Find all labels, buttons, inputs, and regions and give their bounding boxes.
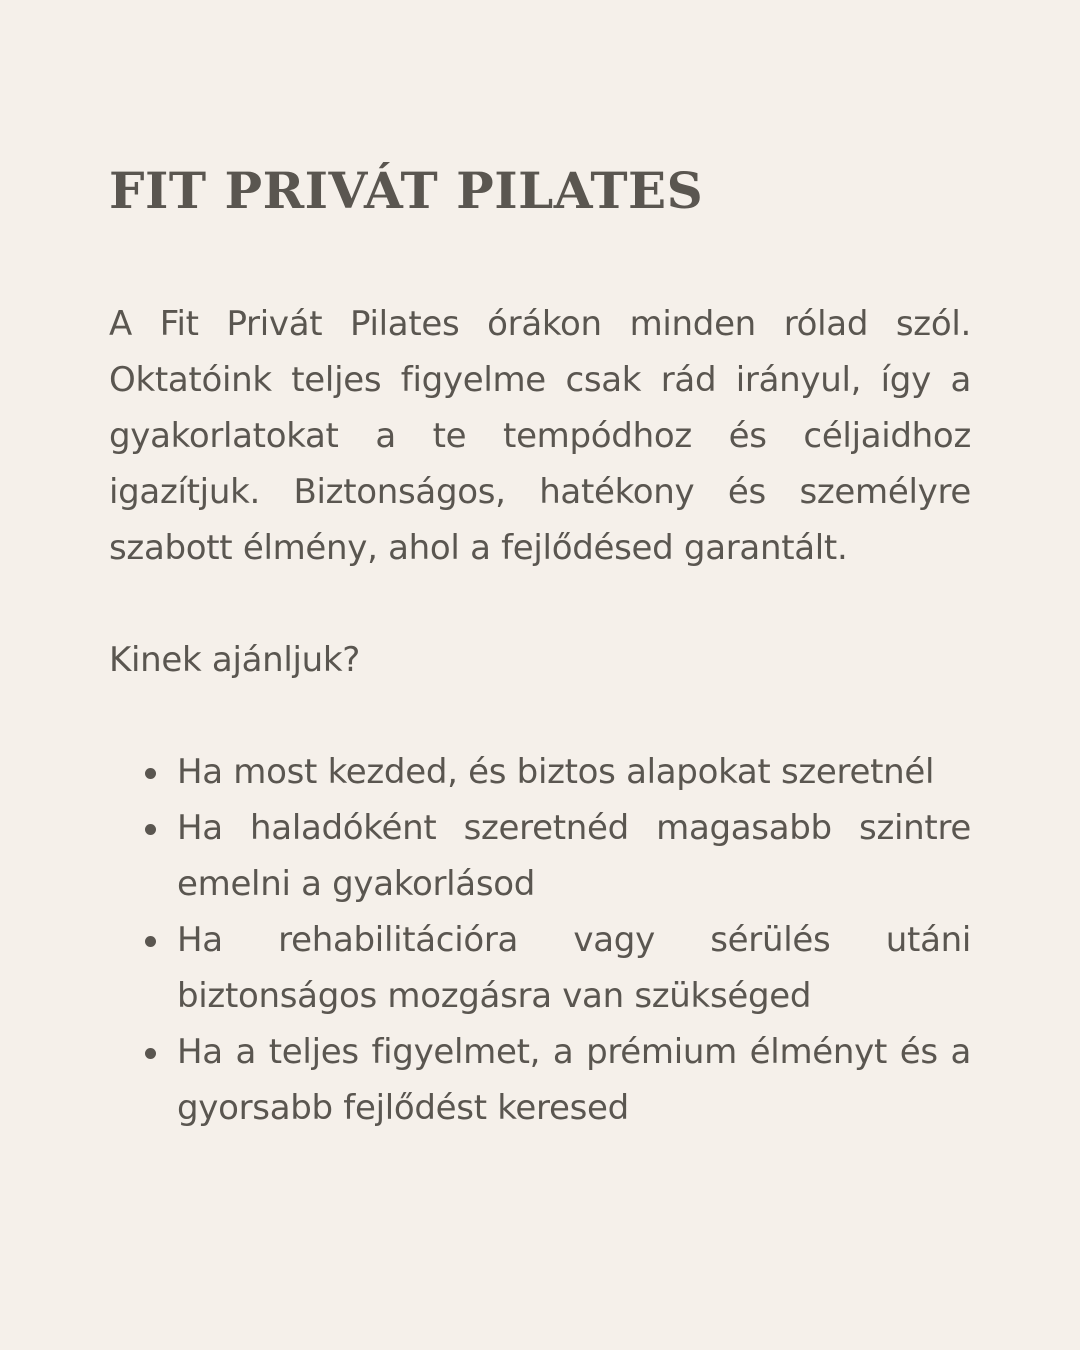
list-item	[177, 800, 971, 912]
list-item-text: Ha a teljes figyelmet, a prémium élményt és a gyorsabb fejlődést keresed	[177, 1032, 971, 1128]
bullet-dot-icon	[145, 936, 156, 947]
recommendation-heading: Kinek ajánljuk?	[109, 640, 361, 680]
intro-paragraph: A Fit Privát Pilates órákon minden rólad szól. Oktatóink teljes figyelme csak rád irányul, így a gyakorlatokat a te tempódhoz és céljaidhoz igazítjuk. Biztonságos, hatékony és személyre szabott élmény, ahol a fejlődésed garantált.	[109, 304, 971, 568]
page-title: FIT PRIVÁT PILATES	[109, 161, 704, 220]
bullet-dot-icon	[145, 768, 156, 779]
bullet-dot-icon	[145, 824, 156, 835]
list-item	[177, 1024, 971, 1136]
bullet-dot-icon	[145, 1048, 156, 1059]
list-item	[177, 912, 971, 1024]
list-item	[177, 744, 971, 800]
recommendation-list	[177, 744, 971, 1136]
list-item-text: Ha most kezded, és biztos alapokat szeretnél	[177, 752, 935, 792]
list-item-text: Ha rehabilitációra vagy sérülés utáni biztonságos mozgásra van szükséged	[177, 920, 971, 1016]
list-item-text: Ha haladóként szeretnéd magasabb szintre emelni a gyakorlásod	[177, 808, 971, 904]
